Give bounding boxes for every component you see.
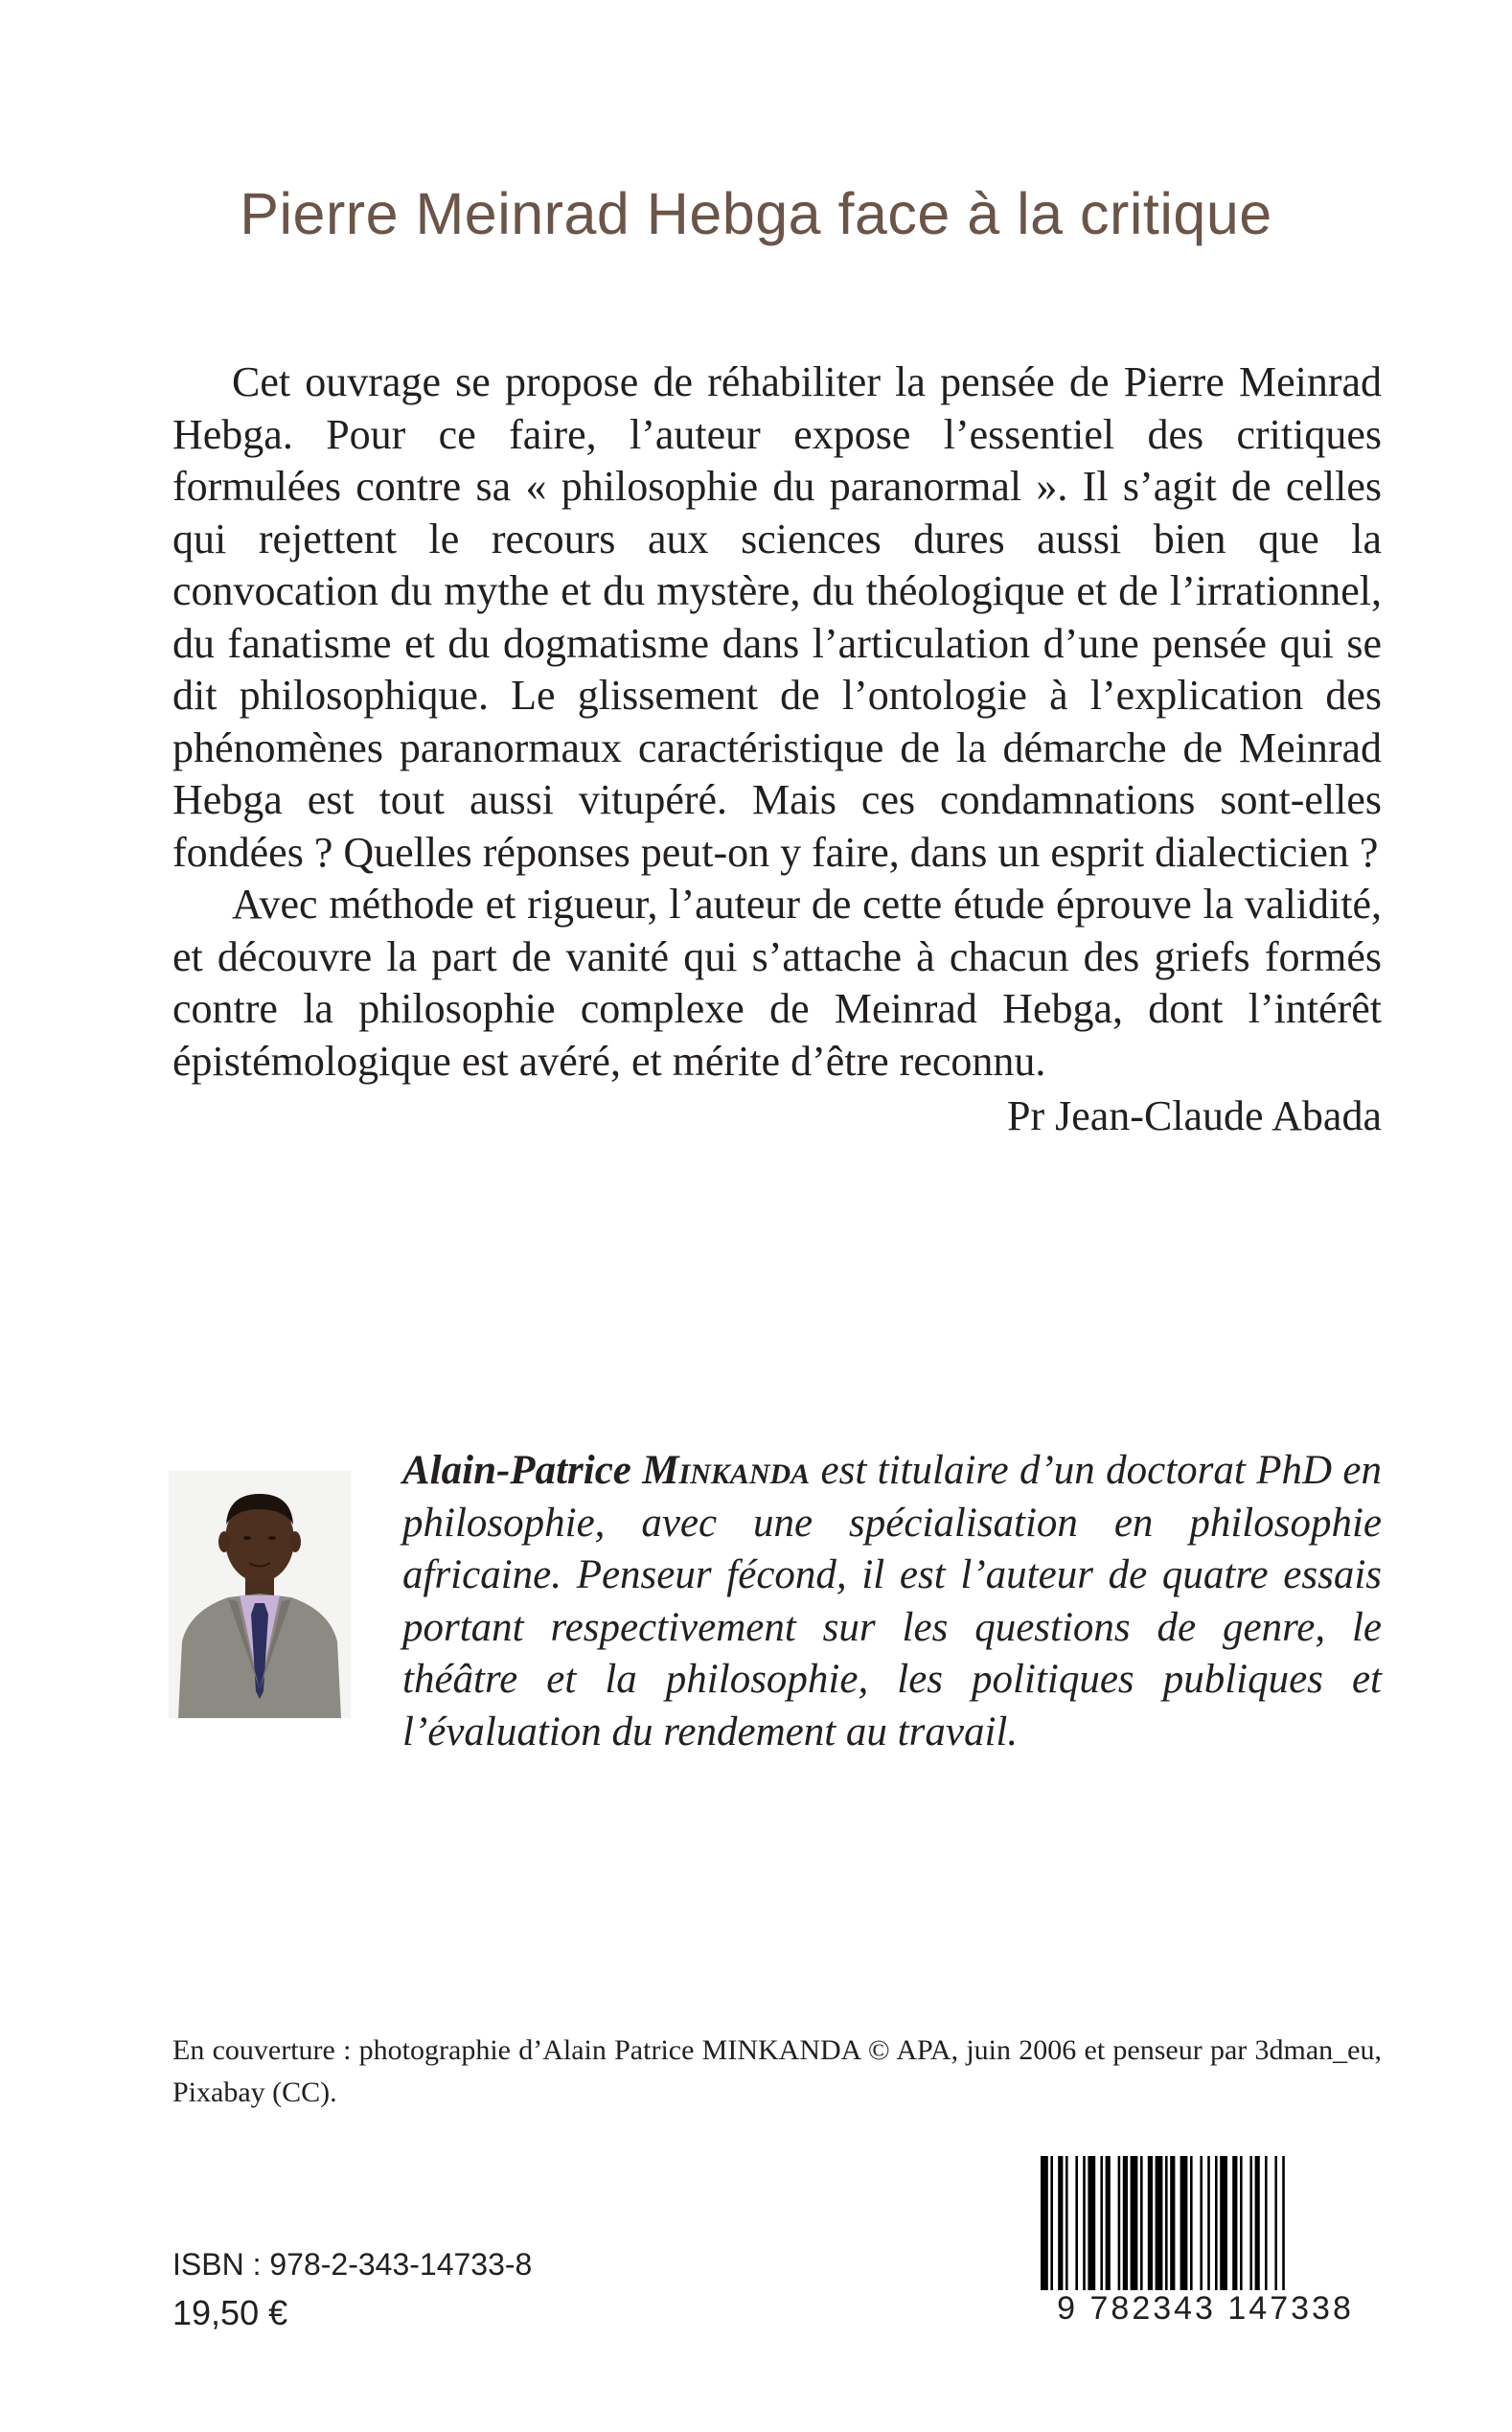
author-photo — [169, 1471, 351, 1718]
summary-paragraph-2: Avec méthode et rigueur, l’auteur de cette étude éprouve la validité, et découvre la part de vanité qui s’attache à chacun des griefs formés contre la philosophie complexe de Meinrad Hebga, dont l’intérêt épistémologique est avéré, et mérite d’être reconnu. — [172, 881, 1382, 1085]
barcode-digits: 9 782343 147338 — [1033, 2290, 1378, 2328]
summary-signature: Pr Jean-Claude Abada — [1007, 1092, 1382, 1139]
price: 19,50 € — [172, 2293, 288, 2332]
author-last-name: Minkanda — [642, 1448, 811, 1493]
isbn: ISBN : 978-2-343-14733-8 — [172, 2247, 533, 2282]
author-bio — [402, 1445, 1382, 1758]
author-bio-text: est titulaire d’un doctorat PhD en philosophie, avec une spécialisation en philosophie africaine. Penseur fécond, il est l’auteur de quatre essais portant respectivement sur les questions de genre, le théâtre et la philosophie, les politiques publiques et l’évaluation du rendement au travail. — [402, 1448, 1382, 1755]
summary-paragraph-1: Cet ouvrage se propose de réhabiliter la pensée de Pierre Meinrad Hebga. Pour ce faire, l’auteur expose l’essentiel des critiques formulées contre sa « philosophie du paranormal ». Il s’agit de celles qui rejettent le recours aux sciences dures aussi bien que la convocation du mythe et du mystère, du théologique et de l’irrationnel, du fanatisme et du dogmatisme dans l’articulation d’une pensée qui se dit philosophique. Le glissement de l’ontologie à l’explication des phénomènes paranormaux caractéristique de la démarche de Meinrad Hebga est tout aussi vitupéré. Mais ces condamnations sont-elles fondées ? Quelles réponses peut-on y faire, dans un esprit dialecticien ? — [172, 358, 1382, 876]
back-cover-summary — [172, 356, 1382, 1143]
cover-credits: En couverture : photographie d’Alain Patrice MINKANDA © APA, juin 2006 et penseur par 3dman_eu, Pixabay (CC). — [172, 2034, 1382, 2108]
book-title: Pierre Meinrad Hebga face à la critique — [240, 181, 1272, 246]
author-first-name: Alain-Patrice — [402, 1448, 631, 1493]
